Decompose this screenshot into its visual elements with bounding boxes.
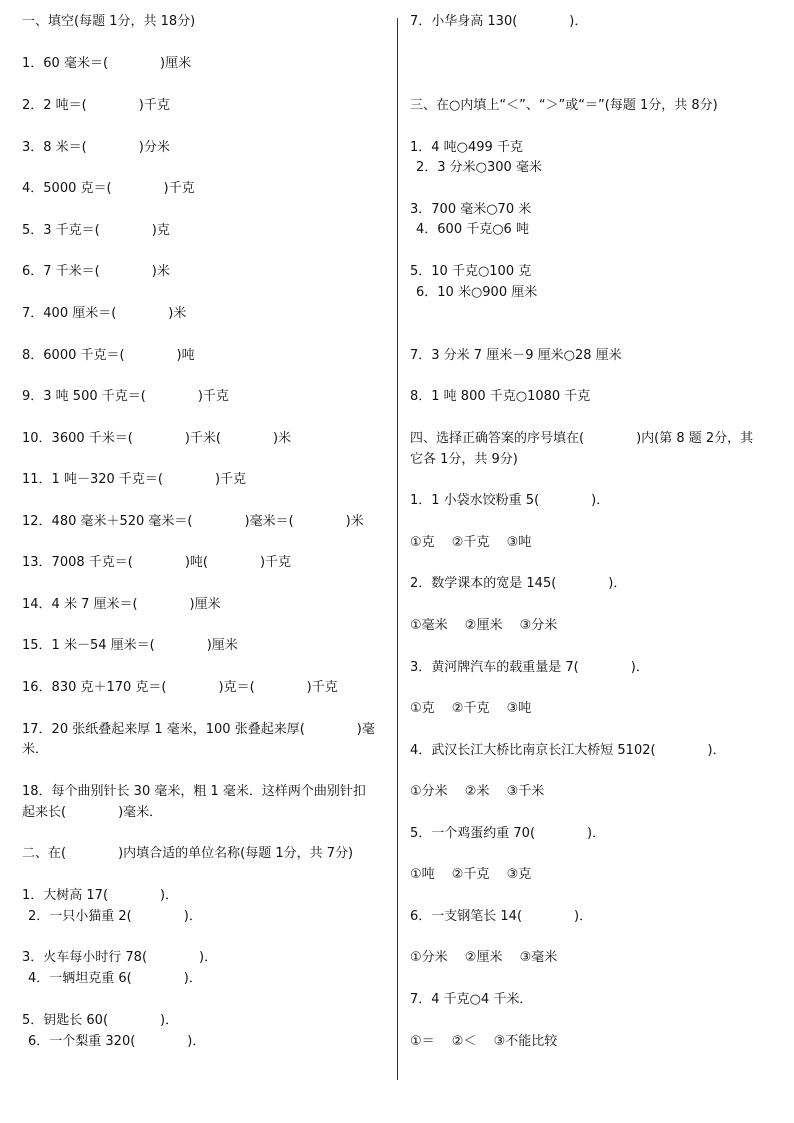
left-line-q11: 11．1 吨－320 千克＝( )千克 <box>22 472 247 487</box>
right-line-s4o5: ①吨 ②千克 ③克 <box>410 867 532 882</box>
left-line-q16: 16．830 克＋170 克＝( )克＝( )千克 <box>22 680 338 695</box>
left-line-q15: 15．1 米－54 厘米＝( )厘米 <box>22 638 238 653</box>
right-line-s3q7: 7．3 分米 7 厘米－9 厘米○28 厘米 <box>410 348 622 363</box>
left-line-q8: 8．6000 千克＝( )吨 <box>22 348 195 363</box>
left-line-s2q3: 3．火车每小时行 78( )． <box>22 950 218 965</box>
left-line-q13: 13．7008 千克＝( )吨( )千克 <box>22 555 292 570</box>
left-line-q17b: 米． <box>22 742 49 757</box>
right-line-s4o4: ①分米 ②米 ③千米 <box>410 784 545 799</box>
right-line-s4q6: 6．一支钢笔长 14( )． <box>410 909 593 924</box>
right-line-s4_title_b: 它各 1分，共 9分) <box>410 452 518 467</box>
right-line-s3q3: 3．700 毫米○70 米 <box>410 202 532 217</box>
left-line-s2q5: 5．钥匙长 60( )． <box>22 1013 179 1028</box>
left-line-s2q6: 6．一个梨重 320( )． <box>28 1034 206 1049</box>
right-line-s4_title_a: 四、选择正确答案的序号填在( )内(第 8 题 2分，其 <box>410 431 754 446</box>
left-line-q1: 1．60 毫米＝( )厘米 <box>22 56 192 71</box>
left-line-q10: 10．3600 千米＝( )千米( )米 <box>22 431 292 446</box>
right-line-s4o1: ①克 ②千克 ③吨 <box>410 535 532 550</box>
right-line-s3q1: 1．4 吨○499 千克 <box>410 140 523 155</box>
left-line-q18b: 起来长( )毫米． <box>22 805 163 820</box>
column-divider <box>397 18 398 1080</box>
left-line-q5: 5．3 千克＝( )克 <box>22 223 170 238</box>
left-line-s2_title: 二、在( )内填合适的单位名称(每题 1分，共 7分) <box>22 846 354 861</box>
left-line-s2q2: 2．一只小猫重 2( )． <box>28 909 202 924</box>
right-line-s4o2: ①毫米 ②厘米 ③分米 <box>410 618 558 633</box>
left-line-q18a: 18．每个曲别针长 30 毫米，粗 1 毫米．这样两个曲别针扣 <box>22 784 366 799</box>
right-line-s3q8: 8．1 吨 800 千克○1080 千克 <box>410 389 591 404</box>
left-line-q9: 9．3 吨 500 千克＝( )千克 <box>22 389 229 404</box>
right-line-s4o6: ①分米 ②厘米 ③毫米 <box>410 950 558 965</box>
right-line-s4q7: 7．4 千克○4 千米． <box>410 992 533 1007</box>
left-line-q14: 14．4 米 7 厘米＝( )厘米 <box>22 597 221 612</box>
left-line-s2q1: 1．大树高 17( )． <box>22 888 179 903</box>
right-line-s4o7: ①＝ ②＜ ③不能比较 <box>410 1034 558 1049</box>
right-line-s3q2: 2．3 分米○300 毫米 <box>416 160 542 175</box>
left-line-q4: 4．5000 克＝( )千克 <box>22 181 195 196</box>
right-line-s4q1: 1．1 小袋水饺粉重 5( )． <box>410 493 610 508</box>
left-line-s2q4: 4．一辆坦克重 6( )． <box>28 971 202 986</box>
right-line-s3_title: 三、在○内填上“＜”、“＞”或“＝”(每题 1分，共 8分) <box>410 98 718 113</box>
right-line-s4q5: 5．一个鸡蛋约重 70( )． <box>410 826 606 841</box>
left-line-q17a: 17．20 张纸叠起来厚 1 毫米，100 张叠起来厚( )毫 <box>22 722 375 737</box>
right-line-s4o3: ①克 ②千克 ③吨 <box>410 701 532 716</box>
left-line-q6: 6．7 千米＝( )米 <box>22 264 170 279</box>
right-line-s4q3: 3．黄河牌汽车的载重量是 7( )． <box>410 660 649 675</box>
right-line-s3q4: 4．600 千克○6 吨 <box>416 222 529 237</box>
right-line-s3q6: 6．10 米○900 厘米 <box>416 285 538 300</box>
right-line-s4q4: 4．武汉长江大桥比南京长江大桥短 5102( )． <box>410 743 726 758</box>
left-line-s1_title: 一、填空(每题 1分，共 18分) <box>22 14 196 29</box>
left-line-q7: 7．400 厘米＝( )米 <box>22 306 187 321</box>
right-line-s3q5: 5．10 千克○100 克 <box>410 264 532 279</box>
left-line-q12: 12．480 毫米＋520 毫米＝( )毫米＝( )米 <box>22 514 364 529</box>
left-line-q3: 3．8 米＝( )分米 <box>22 140 170 155</box>
right-line-s4q2: 2．数学课本的宽是 145( )． <box>410 576 627 591</box>
right-line-s2q7: 7．小华身高 130( )． <box>410 14 588 29</box>
left-line-q2: 2．2 吨＝( )千克 <box>22 98 170 113</box>
